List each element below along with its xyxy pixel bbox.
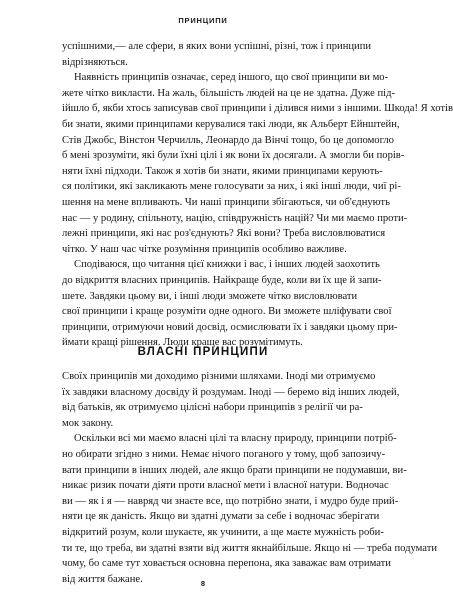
text-line: нас — у родину, спільноту, націю, співдружність націй? Чи ми маємо проти- xyxy=(62,212,408,224)
paragraph xyxy=(62,257,398,351)
text-line: свої принципи і краще розуміти одне одного. Ви зможете шліфувати свої xyxy=(62,306,392,318)
text-line: няти їхні підходи. Також я хотів би знати, якими принципами керують- xyxy=(62,165,383,177)
text-line: до відкриття власних принципів. Найкраще буде, коли ви їх ще й запи- xyxy=(62,274,382,286)
running-head: ПРИНЦИПИ xyxy=(178,16,228,25)
text-line: Стів Джобс, Вінстон Черчилль, Леонардо да Вінчі тощо, бо це допомогло xyxy=(62,134,394,146)
text-line: ся політики, які закликають мене голосувати за них, і які інші люди, чиї рі- xyxy=(62,181,401,193)
paragraph xyxy=(62,369,400,431)
text-line: Наявність принципів означає, серед іншого, що свої принципи ви мо- xyxy=(74,72,389,84)
text-line: шете. Завдяки цьому ви, і інші люди зможете чітко висловлювати xyxy=(62,290,358,302)
text-line: ймати кращі рішення. Люди краще вас розумітимуть. xyxy=(62,337,303,349)
text-line: Своїх принципів ми доходимо різними шляхами. Іноді ми отримуємо xyxy=(62,371,376,382)
text-line: шення на мене впливають. Чи наші принципи збігаються, чи об'єднують xyxy=(62,196,390,208)
paragraph xyxy=(62,70,453,257)
text-line: відрізняються. xyxy=(62,56,128,68)
text-line: Оскільки всі ми маємо власні цілі та власну природу, принципи потріб- xyxy=(74,433,397,445)
text-line: никає ризик почати діяти проти власної мети і власної натури. Водночас xyxy=(62,480,389,492)
text-line: няти це як даність. Якщо ви здатні думати за себе і водночас зберігати xyxy=(62,511,380,523)
text-line: лежні принципи, які нас роз'єднують? Які вони? Треба висловлюватися xyxy=(62,228,386,240)
text-line: чітко. У наш час чітке розуміння принципів особливо важливе. xyxy=(62,243,347,255)
text-line: б мені зрозуміти, які були їхні цілі і як вони їх досягали. А змогли би порів- xyxy=(62,150,405,162)
paragraph xyxy=(62,39,372,70)
text-line: ви — як і я — навряд чи знаєте все, що потрібно знати, і мудро буде прий- xyxy=(62,495,399,507)
text-line: вати принципи в інших людей, але якщо брати принципи не подумавши, ви- xyxy=(62,464,407,476)
text-line: їх завдяки власному досвіду й роздумам. Іноді — беремо від інших людей, xyxy=(62,386,400,398)
text-line: ійшло б, якби хтось записував свої принципи і ділився ними з іншими. Шкода! Я хотів xyxy=(62,103,453,115)
body-text-top xyxy=(62,39,453,351)
text-line: чому, бо саме тут ховається основна перепона, яка заважає вам отримати xyxy=(62,558,391,570)
text-line: від життя бажане. xyxy=(62,573,143,585)
text-line: но обирати згідно з ними. Немає нічого поганого у тому, щоб запозичу- xyxy=(62,448,386,460)
text-line: Сподіваюся, що читання цієї книжки і вас, і інших людей заохотить xyxy=(74,259,380,271)
text-line: відкритий розум, коли шукаєте, як учинити, а ще маєте мужність роби- xyxy=(62,526,384,538)
text-line: успішними,— але сфери, в яких вони успішні, різні, тож і принципи xyxy=(62,41,372,52)
text-line: ти те, що треба, ви здатні взяти від життя якнайбільше. Якщо ні — треба подумати xyxy=(62,542,438,554)
page-number: 8 xyxy=(200,579,206,588)
body-text-bottom xyxy=(62,369,438,587)
text-line: жете чітко викласти. На жаль, більшість людей на це не здатна. Дуже під- xyxy=(62,87,395,99)
text-line: принципи, отримуючи новий досвід, осмислювати їх і завдяки цьому при- xyxy=(62,321,398,333)
section-heading: ВЛАСНІ ПРИНЦИПИ xyxy=(137,346,269,358)
text-line: від батьків, як отримуємо цілісні набори принципів з релігії чи ра- xyxy=(62,402,363,414)
text-line: би знати, якими принципами керувалися такі люди, як Альберт Ейнштейн, xyxy=(62,118,400,130)
paragraph xyxy=(62,431,438,587)
text-line: мок закону. xyxy=(62,417,114,429)
